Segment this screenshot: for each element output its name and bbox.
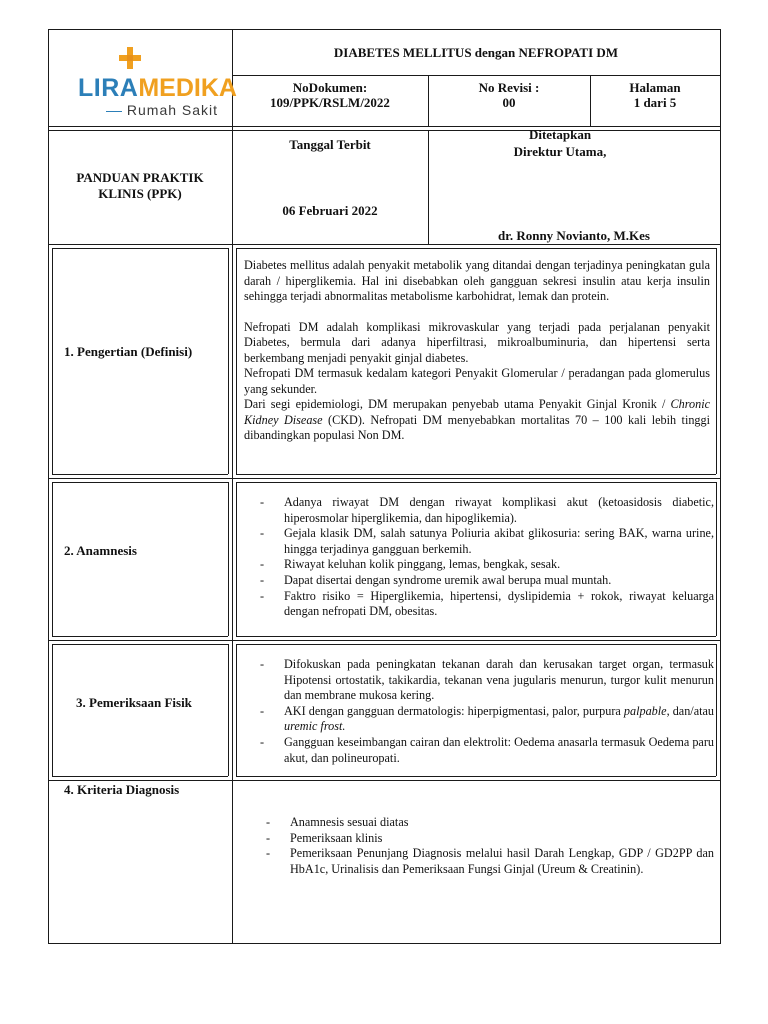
logo-subtitle-line-left (106, 111, 122, 112)
definition-paragraph-nephropathy: Nefropati DM adalah komplikasi mikrovaskular yang terjadi pada perjalanan penyakit Diabetes, bermula dari adanya hiperfiltrasi, mikroalbuminuria, dan hipertensi serta berkembang menjadi penyakit ginjal diabetes. (244, 319, 710, 365)
physical-andor-text: , dan/atau (666, 703, 714, 718)
epidemiology-text-ckd: Chronic Kidney Disease (244, 397, 710, 427)
physical-aki-text: AKI dengan gangguan dermatologis: hiperpigmentasi, palor, purpura (284, 703, 624, 718)
doc-type-line2: KLINIS (PPK) (98, 186, 182, 201)
list-item: - Gejala klasik DM, salah satunya Poliuria akibat glikosuria: sering BAK, warna urine, hingga terjadinya gangguan berkemih. (258, 526, 714, 557)
epidemiology-text-a: Dari segi epidemiologi, DM merupakan penyebab utama Penyakit Ginjal Kronik / (244, 397, 671, 411)
list-item: - Adanya riwayat DM dengan riwayat komplikasi akut (ketoasidosis diabetic, hiperosmolar hiperglikemia, dan hipoglikemia). (258, 495, 714, 526)
approved-label: Ditetapkan (528, 127, 592, 142)
list-item: - Pemeriksaan Penunjang Diagnosis melalui hasil Darah Lengkap, GDP / GD2PP dan HbA1c, Urinalisis dan Pemeriksaan Fungsi Ginjal (Ureum & Creatinin). (264, 846, 714, 877)
physical-uremic-text: uremic frost. (284, 719, 346, 734)
section-label-definition: 1. Pengertian (Definisi) (64, 344, 193, 359)
doc-number-label: NoDokumen: (292, 80, 368, 95)
section-label-criteria: 4. Kriteria Diagnosis (64, 782, 180, 797)
doc-number-value: 109/PPK/RSLM/2022 (270, 95, 390, 110)
list-item: - Dapat disertai dengan syndrome uremik awal berupa mual muntah. (258, 573, 714, 589)
issue-date-value: 06 Februari 2022 (282, 203, 378, 218)
hospital-logo (78, 46, 237, 118)
definition-paragraph-glomerular: Nefropati DM termasuk kedalam kategori Penyakit Glomerular / peradangan pada glomerulus yang sekunder. (244, 366, 710, 396)
section-label-anamnesis: 2. Anamnesis (64, 543, 137, 558)
page-value: 1 dari 5 (633, 95, 677, 110)
list-item: - Anamnesis sesuai diatas (264, 815, 714, 831)
anamnesis-list (258, 495, 714, 620)
revision-value: 00 (502, 95, 516, 110)
section-content-anamnesis (258, 495, 714, 620)
list-item: - Gangguan keseimbangan cairan dan elektrolit: Oedema anasarla termasuk Oedema paru akut, dan polineuropati. (258, 735, 714, 766)
list-item: - Faktro risiko = Hiperglikemia, hipertensi, dyslipidemia + rokok, riwayat keluarga dengan nefropati DM, obesitas. (258, 589, 714, 620)
doc-type-line1: PANDUAN PRAKTIK (76, 170, 204, 185)
logo-name-lira: LIRA (78, 74, 139, 102)
revision-label: No Revisi : (478, 80, 540, 95)
document-title: DIABETES MELLITUS dengan NEFROPATI DM (333, 45, 619, 60)
definition-paragraph-dm: Diabetes mellitus adalah penyakit metabolik yang ditandai dengan terjadinya peningkatan gula darah / hiperglikemia. Hal ini disebabkan oleh gangguan sekresi insulin atau kerja insulin sehingga terjadi abnormalitas metabolisme karbohidrat, lemak dan protein. (244, 258, 710, 303)
list-item: - Difokuskan pada peningkatan tekanan darah dan kerusakan target organ, termasuk Hipotensi ortostatik, takikardia, tekanan vena jugularis menurun, turgor kulit menurun dan membrane mukosa kering. (258, 657, 714, 704)
issue-date-label: Tanggal Terbit (289, 137, 371, 152)
section-content-criteria (264, 815, 714, 877)
list-item: - Riwayat keluhan kolik pinggang, lemas, bengkak, sesak. (258, 557, 714, 573)
approver-title: Direktur Utama, (513, 144, 607, 159)
approver-name: dr. Ronny Novianto, M.Kes (498, 228, 650, 243)
logo-subtitle: Rumah Sakit (126, 102, 219, 118)
criteria-list (264, 815, 714, 877)
section-label-physical: 3. Pemeriksaan Fisik (76, 695, 192, 710)
logo-name-medika: MEDIKA (138, 74, 237, 102)
epidemiology-text-c: (CKD). Nefropati DM menyebabkan mortalitas 70 – 100 kali lebih tinggi dibandingkan populasi Non DM. (244, 412, 711, 442)
section-content-physical (258, 657, 714, 766)
list-item (258, 704, 714, 735)
medical-cross-icon (118, 46, 142, 70)
definition-paragraph-epidemiology (244, 397, 710, 444)
physical-list (258, 657, 714, 766)
section-content-definition (244, 258, 710, 444)
page-label: Halaman (629, 80, 681, 95)
physical-palpable-text: palpable (623, 703, 667, 718)
list-item: - Pemeriksaan klinis (264, 831, 714, 847)
